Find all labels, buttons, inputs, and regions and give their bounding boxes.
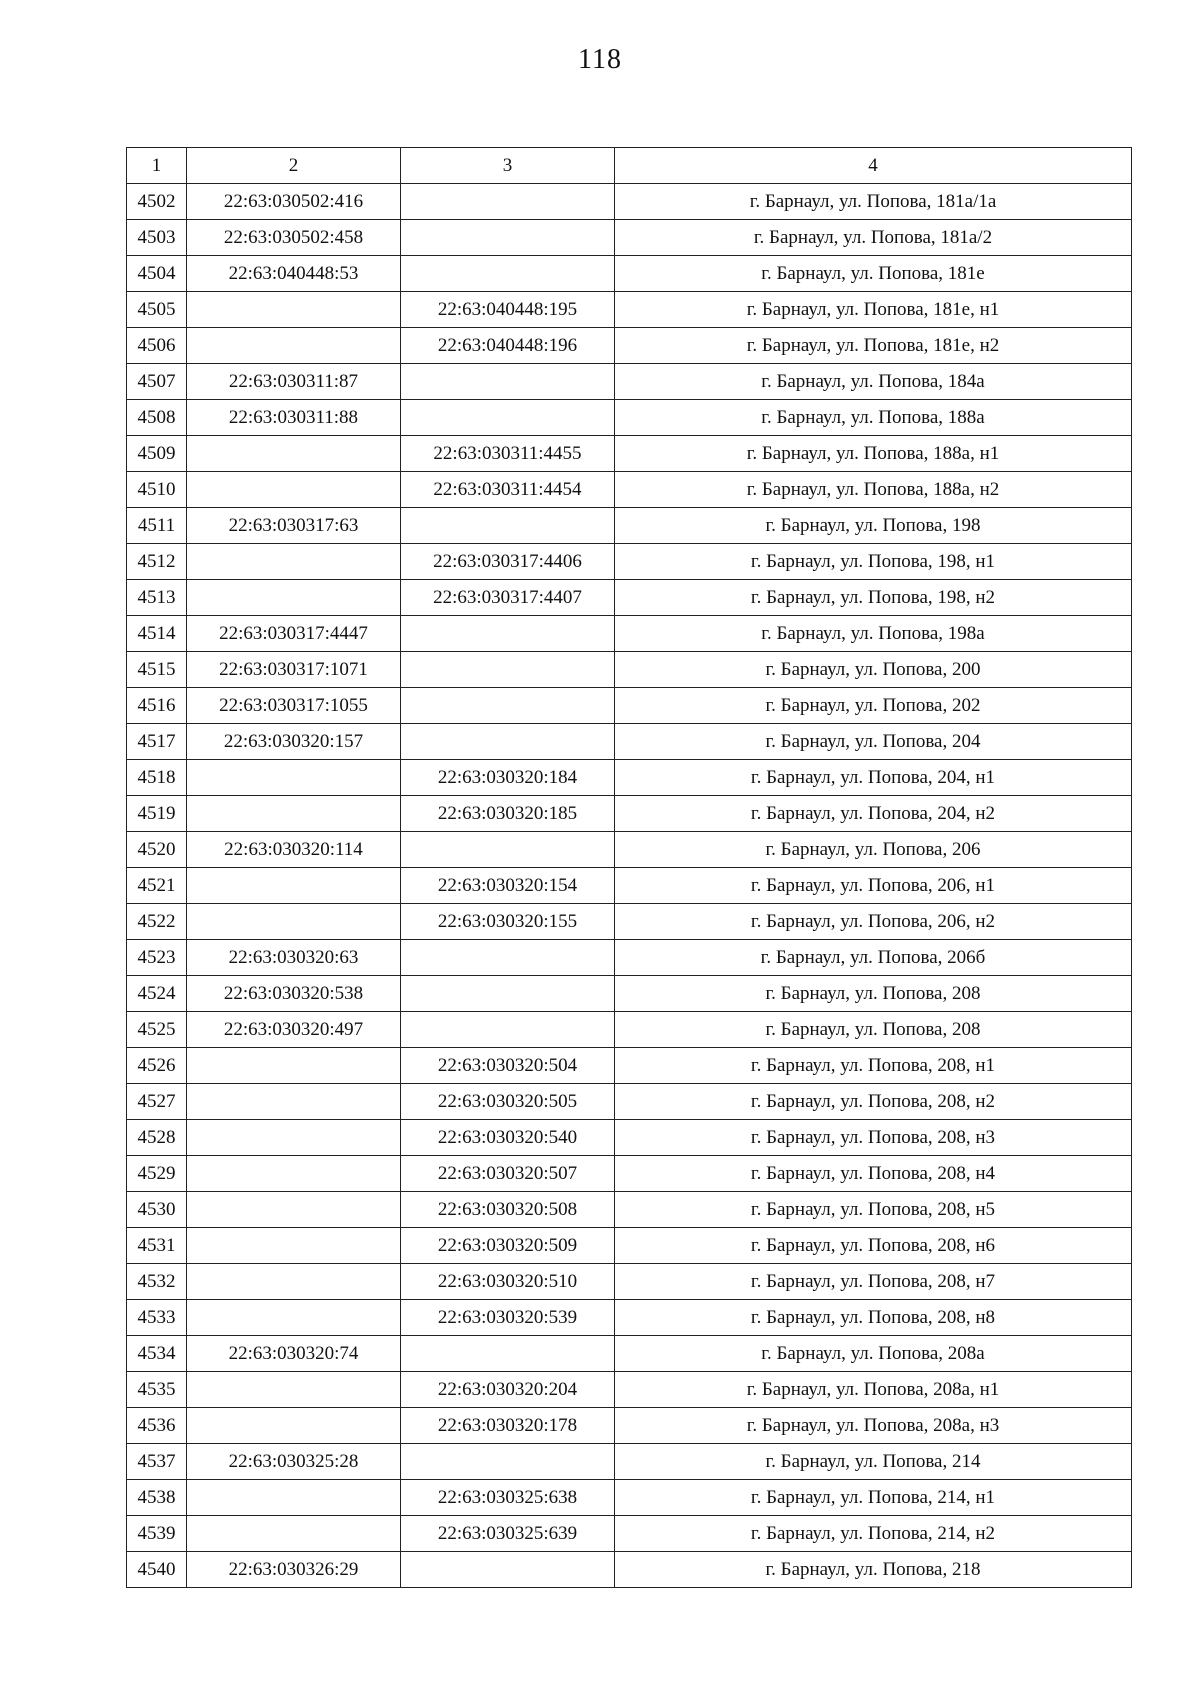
row-number-cell: 4512 (127, 544, 187, 580)
table-row (127, 1264, 1132, 1300)
row-number-cell: 4515 (127, 652, 187, 688)
land-cadastral-number-cell: 22:63:030320:74 (187, 1336, 401, 1372)
row-number-cell: 4509 (127, 436, 187, 472)
land-cadastral-number-cell: 22:63:030326:29 (187, 1552, 401, 1588)
row-number-cell: 4530 (127, 1192, 187, 1228)
table-row (127, 328, 1132, 364)
building-cadastral-number-cell: 22:63:030311:4454 (401, 472, 615, 508)
address-cell: г. Барнаул, ул. Попова, 198 (615, 508, 1132, 544)
row-number-cell: 4504 (127, 256, 187, 292)
land-cadastral-number-cell: 22:63:030317:63 (187, 508, 401, 544)
land-cadastral-number-cell: 22:63:030320:114 (187, 832, 401, 868)
land-cadastral-number-cell (187, 544, 401, 580)
building-cadastral-number-cell (401, 724, 615, 760)
address-cell: г. Барнаул, ул. Попова, 208, н2 (615, 1084, 1132, 1120)
address-cell: г. Барнаул, ул. Попова, 202 (615, 688, 1132, 724)
land-cadastral-number-cell (187, 1408, 401, 1444)
land-cadastral-number-cell: 22:63:030502:416 (187, 184, 401, 220)
address-cell: г. Барнаул, ул. Попова, 208, н1 (615, 1048, 1132, 1084)
building-cadastral-number-cell: 22:63:030320:154 (401, 868, 615, 904)
building-cadastral-number-cell (401, 256, 615, 292)
land-cadastral-number-cell (187, 1048, 401, 1084)
address-cell: г. Барнаул, ул. Попова, 208 (615, 976, 1132, 1012)
row-number-cell: 4540 (127, 1552, 187, 1588)
address-cell: г. Барнаул, ул. Попова, 204, н1 (615, 760, 1132, 796)
row-number-cell: 4516 (127, 688, 187, 724)
row-number-cell: 4519 (127, 796, 187, 832)
land-cadastral-number-cell (187, 436, 401, 472)
land-cadastral-number-cell: 22:63:030311:87 (187, 364, 401, 400)
table-row (127, 976, 1132, 1012)
row-number-cell: 4523 (127, 940, 187, 976)
row-number-cell: 4537 (127, 1444, 187, 1480)
building-cadastral-number-cell (401, 976, 615, 1012)
building-cadastral-number-cell: 22:63:030320:504 (401, 1048, 615, 1084)
row-number-cell: 4532 (127, 1264, 187, 1300)
land-cadastral-number-cell (187, 1084, 401, 1120)
row-number-cell: 4533 (127, 1300, 187, 1336)
table-row (127, 760, 1132, 796)
building-cadastral-number-cell: 22:63:030320:509 (401, 1228, 615, 1264)
building-cadastral-number-cell: 22:63:030325:638 (401, 1480, 615, 1516)
row-number-cell: 4539 (127, 1516, 187, 1552)
building-cadastral-number-cell: 22:63:030320:540 (401, 1120, 615, 1156)
row-number-cell: 4503 (127, 220, 187, 256)
building-cadastral-number-cell: 22:63:030317:4406 (401, 544, 615, 580)
table-row (127, 1444, 1132, 1480)
address-cell: г. Барнаул, ул. Попова, 206б (615, 940, 1132, 976)
address-cell: г. Барнаул, ул. Попова, 214 (615, 1444, 1132, 1480)
land-cadastral-number-cell: 22:63:040448:53 (187, 256, 401, 292)
table-row (127, 796, 1132, 832)
land-cadastral-number-cell (187, 472, 401, 508)
building-cadastral-number-cell: 22:63:040448:196 (401, 328, 615, 364)
row-number-cell: 4505 (127, 292, 187, 328)
table-row (127, 904, 1132, 940)
land-cadastral-number-cell: 22:63:030320:538 (187, 976, 401, 1012)
building-cadastral-number-cell: 22:63:030320:508 (401, 1192, 615, 1228)
address-cell: г. Барнаул, ул. Попова, 208а, н3 (615, 1408, 1132, 1444)
table-row (127, 1336, 1132, 1372)
building-cadastral-number-cell (401, 832, 615, 868)
table-row (127, 1048, 1132, 1084)
address-cell: г. Барнаул, ул. Попова, 214, н1 (615, 1480, 1132, 1516)
row-number-cell: 4536 (127, 1408, 187, 1444)
table-row (127, 688, 1132, 724)
address-cell: г. Барнаул, ул. Попова, 208, н7 (615, 1264, 1132, 1300)
table-row (127, 292, 1132, 328)
row-number-cell: 4517 (127, 724, 187, 760)
table-row (127, 1300, 1132, 1336)
row-number-cell: 4510 (127, 472, 187, 508)
building-cadastral-number-cell: 22:63:030320:184 (401, 760, 615, 796)
row-number-cell: 4518 (127, 760, 187, 796)
building-cadastral-number-cell (401, 364, 615, 400)
column-header-4: 4 (615, 148, 1132, 184)
row-number-cell: 4538 (127, 1480, 187, 1516)
building-cadastral-number-cell: 22:63:030320:505 (401, 1084, 615, 1120)
address-cell: г. Барнаул, ул. Попова, 188а (615, 400, 1132, 436)
land-cadastral-number-cell: 22:63:030325:28 (187, 1444, 401, 1480)
building-cadastral-number-cell: 22:63:030320:155 (401, 904, 615, 940)
address-cell: г. Барнаул, ул. Попова, 206 (615, 832, 1132, 868)
land-cadastral-number-cell (187, 868, 401, 904)
column-header-3: 3 (401, 148, 615, 184)
table-row (127, 724, 1132, 760)
building-cadastral-number-cell (401, 652, 615, 688)
address-cell: г. Барнаул, ул. Попова, 208 (615, 1012, 1132, 1048)
address-cell: г. Барнаул, ул. Попова, 206, н2 (615, 904, 1132, 940)
table-row (127, 1228, 1132, 1264)
column-header-1: 1 (127, 148, 187, 184)
building-cadastral-number-cell (401, 1336, 615, 1372)
address-cell: г. Барнаул, ул. Попова, 208, н5 (615, 1192, 1132, 1228)
table-row (127, 1120, 1132, 1156)
row-number-cell: 4528 (127, 1120, 187, 1156)
row-number-cell: 4529 (127, 1156, 187, 1192)
address-cell: г. Барнаул, ул. Попова, 208, н4 (615, 1156, 1132, 1192)
land-cadastral-number-cell (187, 1300, 401, 1336)
land-cadastral-number-cell: 22:63:030320:497 (187, 1012, 401, 1048)
address-cell: г. Барнаул, ул. Попова, 181а/1а (615, 184, 1132, 220)
row-number-cell: 4521 (127, 868, 187, 904)
row-number-cell: 4502 (127, 184, 187, 220)
address-cell: г. Барнаул, ул. Попова, 181е, н2 (615, 328, 1132, 364)
land-cadastral-number-cell (187, 1228, 401, 1264)
land-cadastral-number-cell: 22:63:030317:1055 (187, 688, 401, 724)
row-number-cell: 4511 (127, 508, 187, 544)
address-cell: г. Барнаул, ул. Попова, 204 (615, 724, 1132, 760)
building-cadastral-number-cell (401, 1012, 615, 1048)
page-number: 118 (578, 44, 622, 75)
row-number-cell: 4531 (127, 1228, 187, 1264)
row-number-cell: 4507 (127, 364, 187, 400)
land-cadastral-number-cell (187, 1156, 401, 1192)
land-cadastral-number-cell (187, 1192, 401, 1228)
building-cadastral-number-cell: 22:63:030317:4407 (401, 580, 615, 616)
table-row (127, 1084, 1132, 1120)
address-cell: г. Барнаул, ул. Попова, 198а (615, 616, 1132, 652)
land-cadastral-number-cell: 22:63:030320:157 (187, 724, 401, 760)
address-cell: г. Барнаул, ул. Попова, 198, н1 (615, 544, 1132, 580)
table-row (127, 364, 1132, 400)
table-header-row (127, 148, 1132, 184)
row-number-cell: 4506 (127, 328, 187, 364)
address-cell: г. Барнаул, ул. Попова, 208, н3 (615, 1120, 1132, 1156)
land-cadastral-number-cell: 22:63:030502:458 (187, 220, 401, 256)
table-row (127, 508, 1132, 544)
table-row (127, 1156, 1132, 1192)
land-cadastral-number-cell: 22:63:030317:1071 (187, 652, 401, 688)
land-cadastral-number-cell (187, 1372, 401, 1408)
row-number-cell: 4520 (127, 832, 187, 868)
address-cell: г. Барнаул, ул. Попова, 200 (615, 652, 1132, 688)
table-row (127, 832, 1132, 868)
land-cadastral-number-cell (187, 580, 401, 616)
row-number-cell: 4513 (127, 580, 187, 616)
building-cadastral-number-cell (401, 220, 615, 256)
land-cadastral-number-cell (187, 1516, 401, 1552)
address-cell: г. Барнаул, ул. Попова, 188а, н1 (615, 436, 1132, 472)
land-cadastral-number-cell (187, 904, 401, 940)
table-row (127, 1408, 1132, 1444)
table-row (127, 1516, 1132, 1552)
land-cadastral-number-cell: 22:63:030311:88 (187, 400, 401, 436)
table-row (127, 544, 1132, 580)
building-cadastral-number-cell (401, 508, 615, 544)
table-row (127, 652, 1132, 688)
table-body (127, 184, 1132, 1588)
land-cadastral-number-cell (187, 760, 401, 796)
building-cadastral-number-cell: 22:63:030320:507 (401, 1156, 615, 1192)
row-number-cell: 4525 (127, 1012, 187, 1048)
table-row (127, 400, 1132, 436)
table-row (127, 940, 1132, 976)
address-cell: г. Барнаул, ул. Попова, 208, н6 (615, 1228, 1132, 1264)
address-cell: г. Барнаул, ул. Попова, 218 (615, 1552, 1132, 1588)
table-row (127, 256, 1132, 292)
row-number-cell: 4508 (127, 400, 187, 436)
land-cadastral-number-cell (187, 1480, 401, 1516)
building-cadastral-number-cell (401, 400, 615, 436)
land-cadastral-number-cell: 22:63:030317:4447 (187, 616, 401, 652)
address-cell: г. Барнаул, ул. Попова, 214, н2 (615, 1516, 1132, 1552)
address-cell: г. Барнаул, ул. Попова, 181а/2 (615, 220, 1132, 256)
building-cadastral-number-cell (401, 1444, 615, 1480)
building-cadastral-number-cell (401, 1552, 615, 1588)
row-number-cell: 4526 (127, 1048, 187, 1084)
table-row (127, 868, 1132, 904)
building-cadastral-number-cell: 22:63:030320:185 (401, 796, 615, 832)
building-cadastral-number-cell: 22:63:030311:4455 (401, 436, 615, 472)
address-cell: г. Барнаул, ул. Попова, 208а (615, 1336, 1132, 1372)
address-cell: г. Барнаул, ул. Попова, 208, н8 (615, 1300, 1132, 1336)
row-number-cell: 4527 (127, 1084, 187, 1120)
land-cadastral-number-cell: 22:63:030320:63 (187, 940, 401, 976)
building-cadastral-number-cell: 22:63:030320:539 (401, 1300, 615, 1336)
column-header-2: 2 (187, 148, 401, 184)
registry-table (126, 147, 1132, 1588)
address-cell: г. Барнаул, ул. Попова, 204, н2 (615, 796, 1132, 832)
building-cadastral-number-cell (401, 688, 615, 724)
table-row (127, 580, 1132, 616)
land-cadastral-number-cell (187, 292, 401, 328)
building-cadastral-number-cell: 22:63:030325:639 (401, 1516, 615, 1552)
building-cadastral-number-cell (401, 940, 615, 976)
building-cadastral-number-cell (401, 616, 615, 652)
row-number-cell: 4535 (127, 1372, 187, 1408)
address-cell: г. Барнаул, ул. Попова, 208а, н1 (615, 1372, 1132, 1408)
building-cadastral-number-cell: 22:63:040448:195 (401, 292, 615, 328)
address-cell: г. Барнаул, ул. Попова, 184а (615, 364, 1132, 400)
address-cell: г. Барнаул, ул. Попова, 181е (615, 256, 1132, 292)
table-row (127, 472, 1132, 508)
row-number-cell: 4514 (127, 616, 187, 652)
table-row (127, 436, 1132, 472)
row-number-cell: 4534 (127, 1336, 187, 1372)
table-row (127, 616, 1132, 652)
land-cadastral-number-cell (187, 1120, 401, 1156)
table-row (127, 220, 1132, 256)
row-number-cell: 4524 (127, 976, 187, 1012)
address-cell: г. Барнаул, ул. Попова, 188а, н2 (615, 472, 1132, 508)
row-number-cell: 4522 (127, 904, 187, 940)
table-row (127, 184, 1132, 220)
address-cell: г. Барнаул, ул. Попова, 206, н1 (615, 868, 1132, 904)
table-row (127, 1192, 1132, 1228)
building-cadastral-number-cell: 22:63:030320:178 (401, 1408, 615, 1444)
land-cadastral-number-cell (187, 1264, 401, 1300)
building-cadastral-number-cell: 22:63:030320:510 (401, 1264, 615, 1300)
table-row (127, 1372, 1132, 1408)
land-cadastral-number-cell (187, 328, 401, 364)
land-cadastral-number-cell (187, 796, 401, 832)
table-row (127, 1480, 1132, 1516)
table-row (127, 1552, 1132, 1588)
building-cadastral-number-cell: 22:63:030320:204 (401, 1372, 615, 1408)
building-cadastral-number-cell (401, 184, 615, 220)
address-cell: г. Барнаул, ул. Попова, 198, н2 (615, 580, 1132, 616)
table-row (127, 1012, 1132, 1048)
address-cell: г. Барнаул, ул. Попова, 181е, н1 (615, 292, 1132, 328)
